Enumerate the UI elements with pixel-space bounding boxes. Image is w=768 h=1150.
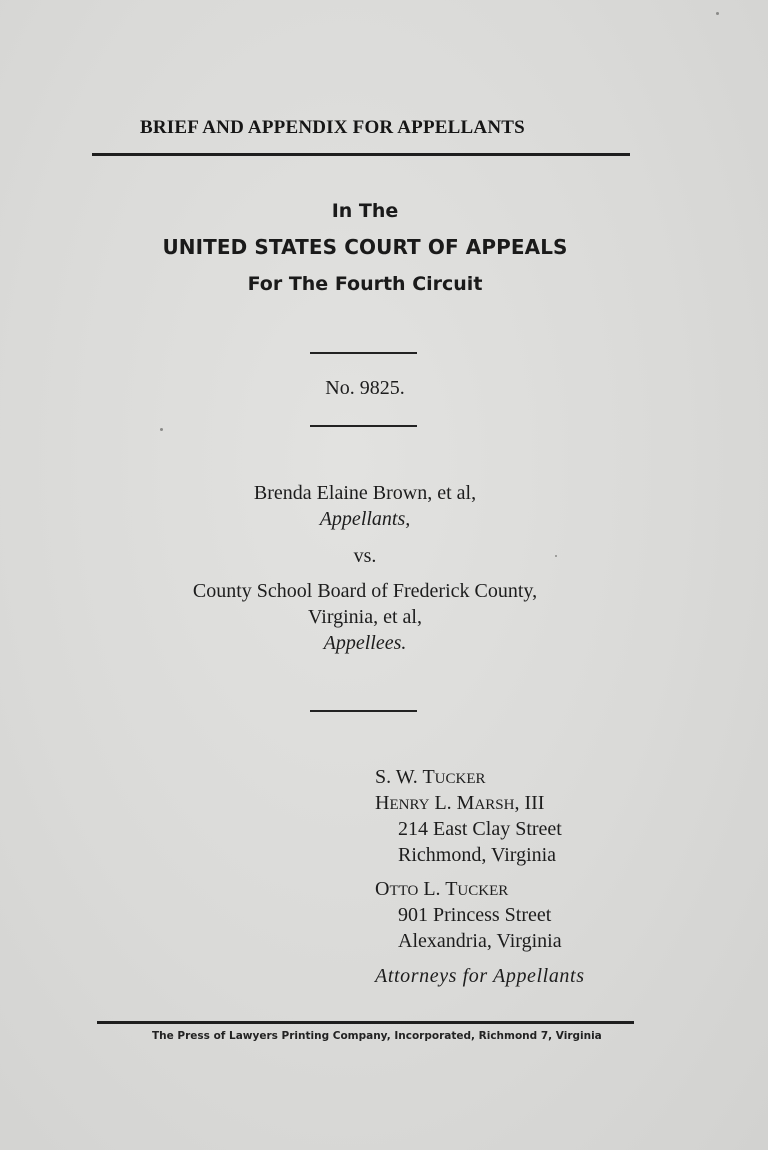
attorneys-signature: Attorneys for Appellants	[375, 965, 585, 987]
attorney-smallcaps: ENRY	[389, 797, 430, 813]
attorney-middle: L. M	[429, 792, 475, 814]
paper-speck	[160, 428, 163, 431]
appellee-name-line1: County School Board of Frederick County,	[192, 580, 538, 602]
attorney-middle: L. T	[418, 878, 458, 900]
court-intro: In The	[331, 200, 399, 222]
attorney-sw-tucker	[375, 766, 486, 789]
appellant-role: Appellants,	[319, 508, 411, 530]
divider-rule	[310, 425, 417, 427]
case-number: No. 9825.	[325, 377, 405, 399]
marsh-city: Richmond, Virginia	[398, 844, 557, 866]
attorney-smallcaps: TTO	[389, 883, 419, 899]
printer-imprint: The Press of Lawyers Printing Company, Incorporated, Richmond 7, Virginia	[152, 1030, 602, 1042]
marsh-street: 214 East Clay Street	[398, 818, 562, 840]
otto-city: Alexandria, Virginia	[398, 930, 562, 952]
paper-speck	[716, 12, 719, 15]
attorney-initial: S. W. T	[375, 766, 435, 788]
attorney-initial: H	[375, 792, 390, 814]
divider-rule	[310, 352, 417, 354]
otto-street: 901 Princess Street	[398, 904, 552, 926]
divider-rule	[310, 710, 417, 712]
court-circuit: For The Fourth Circuit	[247, 273, 483, 295]
attorney-initial: O	[375, 878, 390, 900]
appellant-name: Brenda Elaine Brown, et al,	[253, 482, 477, 504]
appellee-role: Appellees.	[323, 632, 407, 654]
paper-speck	[555, 555, 557, 557]
attorney-henry-marsh	[375, 792, 544, 815]
attorney-otto-tucker	[375, 878, 508, 901]
court-name: UNITED STATES COURT OF APPEALS	[162, 235, 568, 259]
versus: vs.	[353, 545, 377, 567]
attorney-smallcaps: UCKER	[457, 883, 509, 899]
attorney-suffix: , III	[514, 792, 545, 814]
title-rule	[92, 153, 630, 156]
brief-title: BRIEF AND APPENDIX FOR APPELLANTS	[140, 117, 525, 138]
footer-rule	[97, 1021, 634, 1024]
appellee-name-line2: Virginia, et al,	[308, 606, 422, 628]
attorney-smallcaps: ARSH	[474, 797, 515, 813]
attorney-smallcaps: UCKER	[434, 771, 486, 787]
